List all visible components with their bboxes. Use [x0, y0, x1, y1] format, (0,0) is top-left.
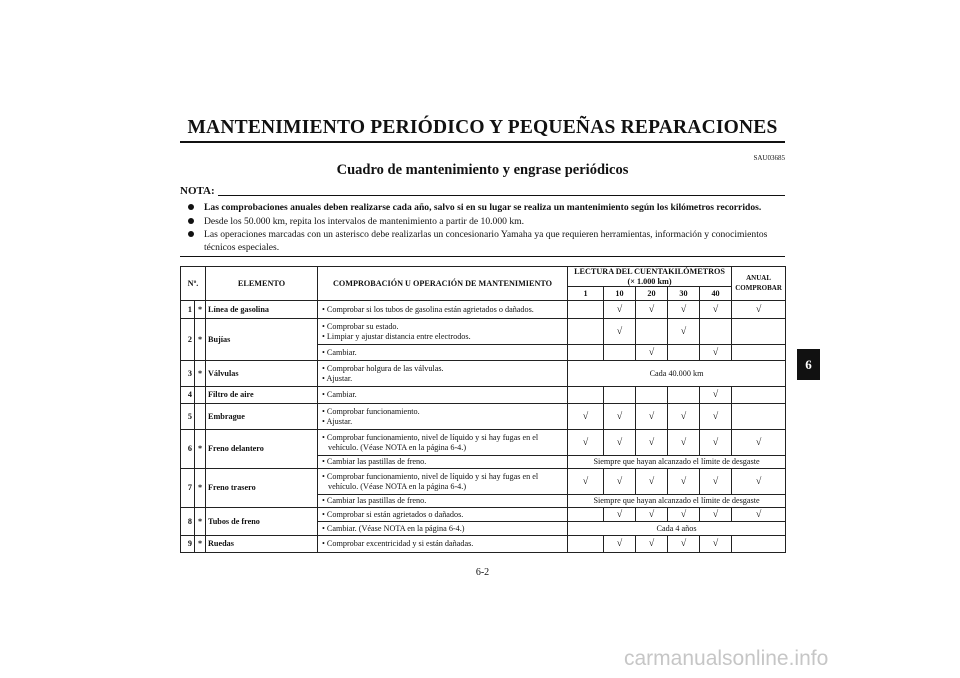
check-mark: √ [636, 301, 668, 319]
check-cell [700, 319, 732, 345]
row-item: Ruedas [206, 536, 318, 553]
check-cell [568, 319, 604, 345]
asterisk-empty [195, 387, 206, 404]
section-code: SAU03685 [753, 154, 785, 162]
check-cell [668, 387, 700, 404]
row-item: Filtro de aire [206, 387, 318, 404]
nota-label: NOTA: [180, 185, 215, 197]
section-subtitle: Cuadro de mantenimiento y engrase periódicos [336, 162, 629, 178]
nota-bullet-2 [188, 215, 785, 228]
check-mark: √ [604, 301, 636, 319]
check-mark: √ [636, 469, 668, 495]
nota-bullet-3 [188, 228, 785, 254]
check-cell [636, 319, 668, 345]
page-number: 6-2 [475, 567, 490, 578]
operation-line: • Limpiar y ajustar distancia entre electrodos. [322, 331, 471, 341]
row-operation [318, 469, 568, 495]
header-km-1: 1 [568, 287, 604, 301]
table-row [181, 508, 786, 522]
chapter-tab: 6 [797, 349, 820, 380]
row-operation: • Cambiar. [318, 387, 568, 404]
operation-line: • Ajustar. [322, 373, 353, 383]
operation-line: • Comprobar funcionamiento, nivel de líquido y si hay fugas en el vehículo. (Véase NOTA en la página 6-4.) [322, 433, 539, 452]
row-operation: • Comprobar si están agrietados o dañados. [318, 508, 568, 522]
row-operation [318, 361, 568, 387]
bullet-dot-icon [188, 231, 194, 237]
asterisk-mark: * [195, 361, 206, 387]
check-mark: √ [636, 430, 668, 456]
maintenance-table [180, 266, 786, 553]
table-row [181, 361, 786, 387]
row-operation: • Comprobar si los tubos de gasolina están agrietados o dañados. [318, 301, 568, 319]
check-mark: √ [700, 301, 732, 319]
row-number: 8 [181, 508, 195, 536]
header-check: COMPROBACIÓN U OPERACIÓN DE MANTENIMIENTO [318, 267, 568, 301]
check-cell [568, 508, 604, 522]
check-cell [732, 536, 786, 553]
row-number: 5 [181, 404, 195, 430]
row-item: Línea de gasolina [206, 301, 318, 319]
check-mark: √ [568, 404, 604, 430]
check-mark: √ [636, 345, 668, 361]
row-operation: • Cambiar. [318, 345, 568, 361]
check-cell [732, 319, 786, 345]
asterisk-empty [195, 404, 206, 430]
check-mark: √ [668, 404, 700, 430]
header-odometer-label: LECTURA DEL CUENTAKILÓMETROS [574, 267, 725, 276]
asterisk-mark: * [195, 508, 206, 536]
check-mark: √ [604, 508, 636, 522]
check-mark: √ [568, 430, 604, 456]
interval-note: Cada 4 años [568, 522, 786, 536]
interval-note: Cada 40.000 km [568, 361, 786, 387]
nota-bullet-1 [188, 201, 785, 214]
table-row [181, 301, 786, 319]
row-operation [318, 404, 568, 430]
check-mark: √ [700, 430, 732, 456]
operation-line: • Comprobar su estado. [322, 322, 399, 331]
nota-end-rule [180, 256, 785, 257]
table-row [181, 404, 786, 430]
operation-line: • Ajustar. [322, 416, 353, 426]
check-mark: √ [604, 404, 636, 430]
row-operation: • Cambiar las pastillas de freno. [318, 456, 568, 469]
nota-bullet-text: Las comprobaciones anuales deben realizarse cada año, salvo si en su lugar se realiza un mantenimiento según los kilómetros recorridos. [204, 202, 762, 213]
check-mark: √ [700, 387, 732, 404]
check-mark: √ [604, 319, 636, 345]
check-mark: √ [732, 430, 786, 456]
interval-note: Siempre que hayan alcanzado el límite de desgaste [568, 456, 786, 469]
nota-bullet-text: Desde los 50.000 km, repita los intervalos de mantenimiento a partir de 10.000 km. [204, 216, 524, 227]
asterisk-mark: * [195, 469, 206, 508]
check-cell [636, 387, 668, 404]
header-odometer [568, 267, 732, 287]
header-km-40: 40 [700, 287, 732, 301]
row-item: Freno delantero [206, 430, 318, 469]
row-operation: • Comprobar excentricidad y si están dañadas. [318, 536, 568, 553]
bullet-dot-icon [188, 218, 194, 224]
check-mark: √ [700, 404, 732, 430]
row-number: 6 [181, 430, 195, 469]
check-cell [568, 536, 604, 553]
title-rule [180, 141, 785, 143]
row-number: 3 [181, 361, 195, 387]
check-mark: √ [636, 508, 668, 522]
operation-line: • Comprobar funcionamiento, nivel de líquido y si hay fugas en el vehículo. (Véase NOTA en la página 6-4.) [322, 472, 539, 491]
check-mark: √ [668, 536, 700, 553]
row-item: Embrague [206, 404, 318, 430]
header-km-20: 20 [636, 287, 668, 301]
check-mark: √ [636, 404, 668, 430]
check-mark: √ [732, 301, 786, 319]
check-mark: √ [568, 469, 604, 495]
interval-note: Siempre que hayan alcanzado el límite de desgaste [568, 495, 786, 508]
row-operation: • Cambiar. (Véase NOTA en la página 6-4.) [318, 522, 568, 536]
bullet-dot-icon [188, 204, 194, 210]
table-row [181, 536, 786, 553]
check-cell [604, 387, 636, 404]
check-mark: √ [668, 430, 700, 456]
row-number: 4 [181, 387, 195, 404]
row-item: Válvulas [206, 361, 318, 387]
row-number: 1 [181, 301, 195, 319]
check-cell [568, 345, 604, 361]
row-number: 2 [181, 319, 195, 361]
header-odometer-unit: (× 1.000 km) [627, 276, 672, 286]
check-mark: √ [700, 345, 732, 361]
row-number: 9 [181, 536, 195, 553]
page-title: MANTENIMIENTO PERIÓDICO Y PEQUEÑAS REPARACIONES [187, 117, 778, 138]
asterisk-mark: * [195, 430, 206, 469]
nota-bullet-text: Las operaciones marcadas con un asterisco debe realizarlas un concesionario Yamaha ya que requieren herramientas, información y conocimientos técnicos especiales. [204, 229, 768, 253]
check-mark: √ [700, 508, 732, 522]
asterisk-mark: * [195, 301, 206, 319]
check-mark: √ [668, 508, 700, 522]
check-mark: √ [732, 469, 786, 495]
row-operation [318, 430, 568, 456]
row-number: 7 [181, 469, 195, 508]
watermark: carmanualsonline.info [624, 647, 829, 670]
row-item: Freno trasero [206, 469, 318, 508]
check-mark: √ [604, 430, 636, 456]
check-mark: √ [604, 536, 636, 553]
table-row [181, 387, 786, 404]
check-cell [568, 387, 604, 404]
check-mark: √ [604, 469, 636, 495]
header-annual: ANUAL COMPROBAR [732, 267, 786, 301]
check-mark: √ [732, 508, 786, 522]
row-operation: • Cambiar las pastillas de freno. [318, 495, 568, 508]
check-mark: √ [636, 536, 668, 553]
header-km-30: 30 [668, 287, 700, 301]
asterisk-mark: * [195, 319, 206, 361]
table-row [181, 430, 786, 456]
check-cell [668, 345, 700, 361]
row-item: Bujías [206, 319, 318, 361]
check-cell [604, 345, 636, 361]
row-operation [318, 319, 568, 345]
operation-line: • Comprobar funcionamiento. [322, 407, 420, 416]
table-row [181, 469, 786, 495]
check-mark: √ [700, 469, 732, 495]
check-cell [732, 387, 786, 404]
check-mark: √ [668, 319, 700, 345]
nota-rule [218, 195, 785, 196]
table-row [181, 319, 786, 345]
asterisk-mark: * [195, 536, 206, 553]
check-mark: √ [668, 469, 700, 495]
check-cell [732, 345, 786, 361]
header-item: ELEMENTO [206, 267, 318, 301]
header-no: Nº. [181, 267, 206, 301]
check-cell [732, 404, 786, 430]
check-mark: √ [668, 301, 700, 319]
check-cell [568, 301, 604, 319]
operation-line: • Comprobar holgura de las válvulas. [322, 364, 444, 373]
header-km-10: 10 [604, 287, 636, 301]
row-item: Tubos de freno [206, 508, 318, 536]
check-mark: √ [700, 536, 732, 553]
